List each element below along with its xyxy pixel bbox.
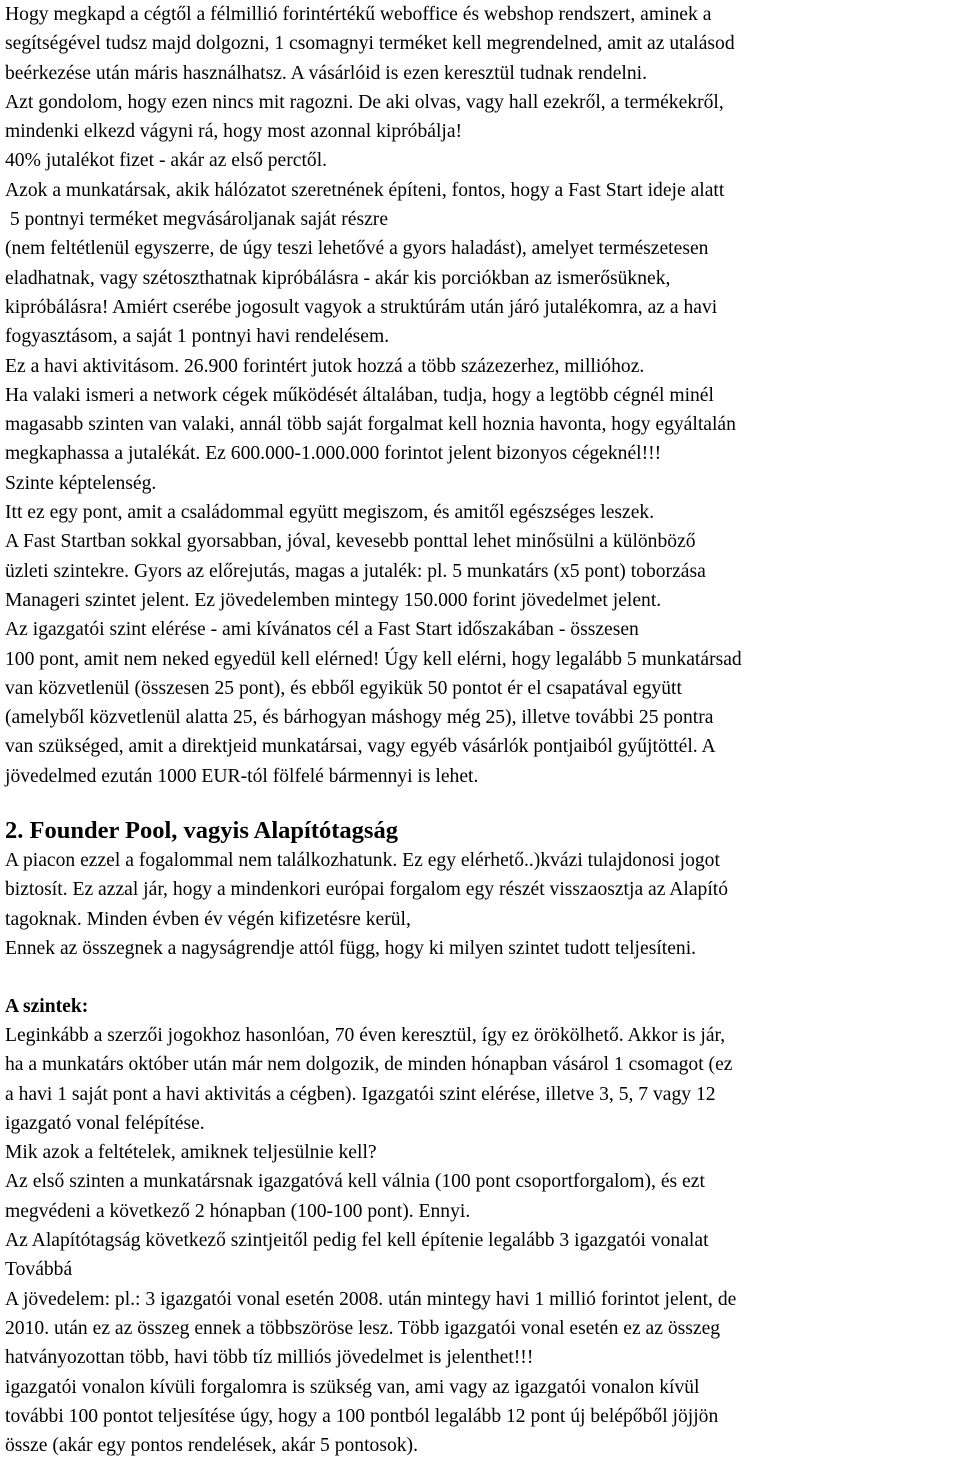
body-text-line: Az első szinten a munkatársnak igazgatóvá kell válnia (100 pont csoportforgalom), és ezt: [5, 1171, 705, 1193]
body-text-line: Az Alapítótagság következő szintjeitől pedig fel kell építenie legalább 3 igazgatói vonalat: [5, 1230, 709, 1252]
body-text-line: hatványozottan több, havi több tíz milliós jövedelmet is jelenthet!!!: [5, 1347, 534, 1369]
body-text-line: üzleti szintekre. Gyors az előrejutás, magas a jutalék: pl. 5 munkatárs (x5 pont) toborzása: [5, 560, 706, 582]
body-text-line: Leginkább a szerzői jogokhoz hasonlóan, 70 éven keresztül, így ez örökölhető. Akkor is jár,: [5, 1025, 726, 1046]
body-text-line: biztosít. Ez azzal jár, hogy a mindenkori európai forgalom egy részét visszaosztja az Alapító: [5, 879, 729, 901]
body-text-line: ha a munkatárs október után már nem dolgozik, de minden hónapban vásárol 1 csomagot (ez: [5, 1054, 733, 1076]
body-text-line: Azt gondolom, hogy ezen nincs mit ragozni. De aki olvas, vagy hall ezekről, a termékekről,: [5, 91, 724, 113]
body-text-line: 40% jutalékot fizet - akár az első perctől.: [5, 150, 328, 172]
body-text-line: A Fast Startban sokkal gyorsabban, jóval, kevesebb ponttal lehet minősülni a különböző: [5, 531, 696, 553]
body-text-line: (nem feltétlenül egyszerre, de úgy teszi lehetővé a gyors haladást), amelyet természetesen: [5, 238, 709, 260]
body-text-line: kipróbálásra! Amiért cserébe jogosult vagyok a struktúrám után járó jutalékomra, az a havi: [5, 296, 718, 318]
body-text-line: jövedelmed ezután 1000 EUR-tól fölfelé bármennyi is lehet.: [5, 765, 479, 787]
body-text-line: 5 pontnyi terméket megvásároljanak saját részre: [5, 209, 389, 231]
body-text-line: Itt ez egy pont, amit a családommal együtt megiszom, és amitől egészséges leszek.: [5, 502, 655, 524]
founder-section: [5, 846, 728, 963]
body-text-line: további 100 pontot teljesítése úgy, hogy a 100 pontból legalább 12 pont új belépőből jöjjön: [5, 1405, 719, 1427]
body-text-line: mindenki elkezd vágyni rá, hogy most azonnal kipróbálja!: [5, 121, 463, 143]
body-text-line: magasabb szinten van valaki, annál több saját forgalmat kell hoznia havonta, hogy egyáltalán: [5, 414, 736, 436]
body-text-line: van közvetlenül (összesen 25 pont), és ebből egyikük 50 pontot ér el csapatával együtt: [5, 677, 682, 699]
body-text-line: megvédeni a következő 2 hónapban (100-100 pont). Ennyi.: [5, 1200, 471, 1222]
body-text-line: (amelyből közvetlenül alatta 25, és bárhogyan máshogy még 25), illetve további 25 pontra: [5, 707, 714, 729]
body-text-line: eladhatnak, vagy szétoszthatnak kipróbálásra - akár kis porciókban az ismerősüknek,: [5, 267, 671, 289]
body-text-line: Ha valaki ismeri a network cégek működését általában, tudja, hogy a legtöbb cégnél minél: [5, 384, 714, 406]
body-text-line: Ennek az összegnek a nagyságrendje attól függ, hogy ki milyen szintet tudott teljesíteni.: [5, 937, 697, 959]
body-text-line: 100 pont, amit nem neked egyedül kell elérned! Úgy kell elérni, hogy legalább 5 munkatársad: [5, 648, 742, 670]
body-text-line: A jövedelem: pl.: 3 igazgatói vonal esetén 2008. után mintegy havi 1 millió forintot jelent, de: [5, 1288, 737, 1310]
body-text-line: Az igazgatói szint elérése - ami kívánatos cél a Fast Start időszakában - összesen: [5, 619, 639, 641]
body-text-line: Szinte képtelenség.: [5, 472, 157, 494]
body-text-line: Mik azok a feltételek, amiknek teljesülnie kell?: [5, 1142, 377, 1164]
intro-section: [5, 0, 742, 791]
body-text-line: Manageri szintet jelent. Ez jövedelemben mintegy 150.000 forint jövedelmet jelent.: [5, 589, 662, 611]
body-text-line: igazgató vonal felépítése.: [5, 1112, 205, 1134]
body-text-line: össze (akár egy pontos rendelések, akár 5 pontosok).: [5, 1435, 418, 1457]
body-text-line: megkaphassa a jutalékát. Ez 600.000-1.000.000 forintot jelent bizonyos cégeknél!!!: [5, 443, 662, 465]
body-text-line: Ez a havi aktivitásom. 26.900 forintért jutok hozzá a több százezerhez, millióhoz.: [5, 355, 645, 377]
body-text-line: igazgatói vonalon kívüli forgalomra is szükség van, ami vagy az igazgatói vonalon kívül: [5, 1376, 700, 1398]
body-text-line: 2010. után ez az összeg ennek a többszöröse lesz. Több igazgatói vonal esetén ez az összeg: [5, 1317, 721, 1339]
body-text-line: fogyasztásom, a saját 1 pontnyi havi rendelésem.: [5, 326, 390, 348]
body-text-line: A piacon ezzel a fogalommal nem találkozhatunk. Ez egy elérhető..)kvázi tulajdonosi jogot: [5, 850, 720, 871]
body-text-line: a havi 1 saját pont a havi aktivitás a cégben). Igazgatói szint elérése, illetve 3, 5, 7 vagy 12: [5, 1083, 716, 1105]
body-text-line: Azok a munkatársak, akik hálózatot szeretnének építeni, fontos, hogy a Fast Start ideje alatt: [5, 179, 725, 201]
body-text-line: beérkezése után máris használhatsz. A vásárlóid is ezen keresztül tudnak rendelni.: [5, 62, 647, 84]
subheading-levels: A szintek:: [5, 996, 89, 1017]
body-text-line: Továbbá: [5, 1259, 73, 1281]
body-text-line: tagoknak. Minden évben év végén kifizetésre kerül,: [5, 908, 411, 930]
body-text-line: Hogy megkapd a cégtől a félmillió forintértékű weboffice és webshop rendszert, aminek a: [5, 4, 712, 25]
body-text-line: van szükséged, amit a direktjeid munkatársai, vagy egyéb vásárlók pontjaiból gyűjtöttél. A: [5, 736, 716, 758]
body-text-line: segítségével tudsz majd dolgozni, 1 csomagnyi terméket kell megrendelned, amit az utalásod: [5, 33, 735, 55]
levels-section: [5, 1021, 736, 1460]
section-heading-founder-pool: 2. Founder Pool, vagyis Alapítótagság: [5, 817, 398, 844]
